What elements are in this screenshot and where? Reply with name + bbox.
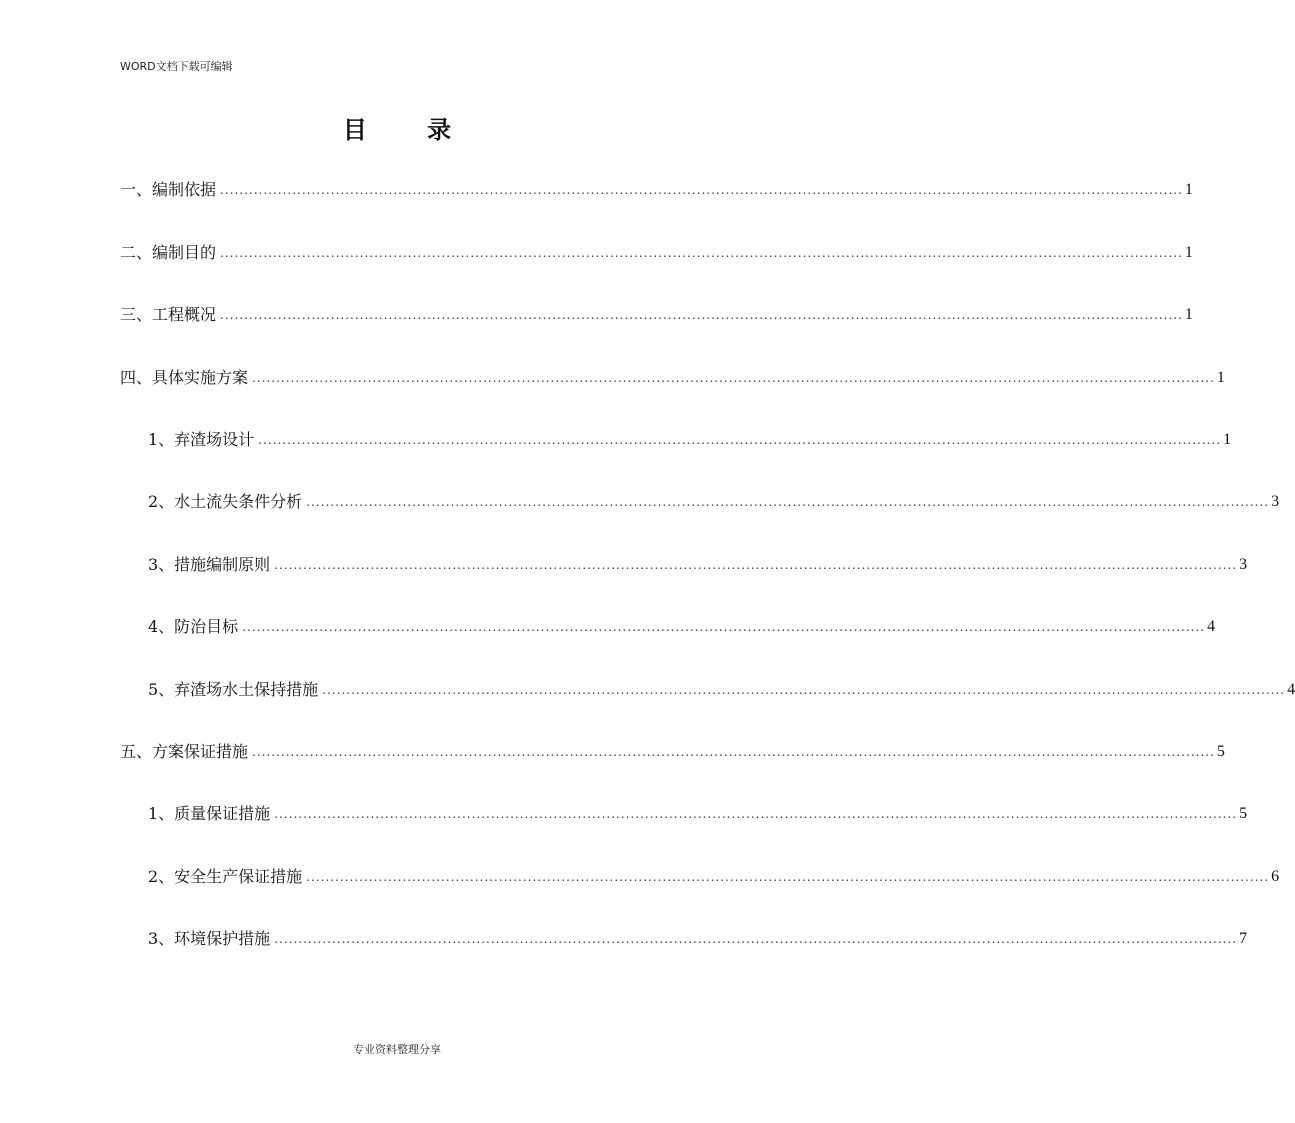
toc-entry-label: 一、编制依据 — [120, 180, 217, 199]
toc-page-number: 1 — [1184, 306, 1193, 323]
toc-page-number: 3 — [1239, 556, 1248, 573]
toc-page-number: 1 — [1184, 244, 1193, 261]
footer-note: 专业资料整理分享 — [353, 1043, 441, 1056]
toc-leader-dots: ........................................................................................................................................................................................................ — [274, 558, 1238, 572]
toc-entry-label: 4、防治目标 — [148, 617, 239, 636]
toc-entry-label: 二、编制目的 — [120, 243, 217, 262]
toc-entry-label: 五、方案保证措施 — [120, 742, 249, 761]
toc-entry[interactable] — [148, 615, 1216, 639]
toc-leader-dots: ........................................................................................................................................................................................................ — [242, 620, 1206, 634]
toc-page-number: 3 — [1271, 493, 1280, 510]
page-title: 目 录 — [342, 115, 478, 144]
toc-entry[interactable] — [148, 678, 1295, 702]
toc-entry-label: 2、安全生产保证措施 — [148, 867, 303, 886]
toc-entry-label: 1、弃渣场设计 — [148, 430, 255, 449]
toc-entry[interactable] — [120, 303, 1193, 327]
toc-page-number: 5 — [1239, 805, 1248, 822]
toc-page-number: 4 — [1287, 681, 1295, 698]
toc-leader-dots: ........................................................................................................................................................................................................ — [306, 495, 1270, 509]
toc-entry[interactable] — [120, 241, 1193, 265]
toc-entry[interactable] — [120, 740, 1225, 764]
toc-page-number: 1 — [1216, 369, 1225, 386]
toc-entry[interactable] — [148, 927, 1248, 951]
toc-entry[interactable] — [120, 366, 1225, 390]
toc-leader-dots: ........................................................................................................................................................................................................ — [258, 433, 1222, 447]
toc-entry-label: 2、水土流失条件分析 — [148, 492, 303, 511]
toc-page-number: 1 — [1223, 431, 1232, 448]
toc-page-number: 5 — [1216, 743, 1225, 760]
toc-entry-label: 3、措施编制原则 — [148, 555, 271, 574]
toc-entry[interactable] — [120, 178, 1193, 202]
toc-entry[interactable] — [148, 865, 1280, 889]
toc-entry[interactable] — [148, 490, 1280, 514]
toc-leader-dots: ........................................................................................................................................................................................................ — [220, 308, 1183, 322]
toc-leader-dots: ........................................................................................................................................................................................................ — [252, 371, 1215, 385]
toc-entry[interactable] — [148, 553, 1248, 577]
toc-entry-label: 四、具体实施方案 — [120, 368, 249, 387]
toc-leader-dots: ........................................................................................................................................................................................................ — [322, 683, 1286, 697]
toc-leader-dots: ........................................................................................................................................................................................................ — [220, 183, 1183, 197]
toc-entry[interactable] — [148, 428, 1232, 452]
toc-leader-dots: ........................................................................................................................................................................................................ — [306, 870, 1270, 884]
toc-page-number: 4 — [1207, 618, 1216, 635]
toc-leader-dots: ........................................................................................................................................................................................................ — [274, 932, 1238, 946]
toc-leader-dots: ........................................................................................................................................................................................................ — [220, 246, 1183, 260]
toc-entry-label: 1、质量保证措施 — [148, 804, 271, 823]
toc-leader-dots: ........................................................................................................................................................................................................ — [274, 807, 1238, 821]
header-note: WORD文档下载可编辑 — [120, 60, 233, 73]
toc-entry[interactable] — [148, 802, 1248, 826]
toc-page-number: 1 — [1184, 181, 1193, 198]
toc-leader-dots: ........................................................................................................................................................................................................ — [252, 745, 1215, 759]
toc-page-number: 6 — [1271, 868, 1280, 885]
toc-entry-label: 3、环境保护措施 — [148, 929, 271, 948]
toc-entry-label: 三、工程概况 — [120, 305, 217, 324]
toc-page-number: 7 — [1239, 930, 1248, 947]
toc-entry-label: 5、弃渣场水土保持措施 — [148, 680, 319, 699]
